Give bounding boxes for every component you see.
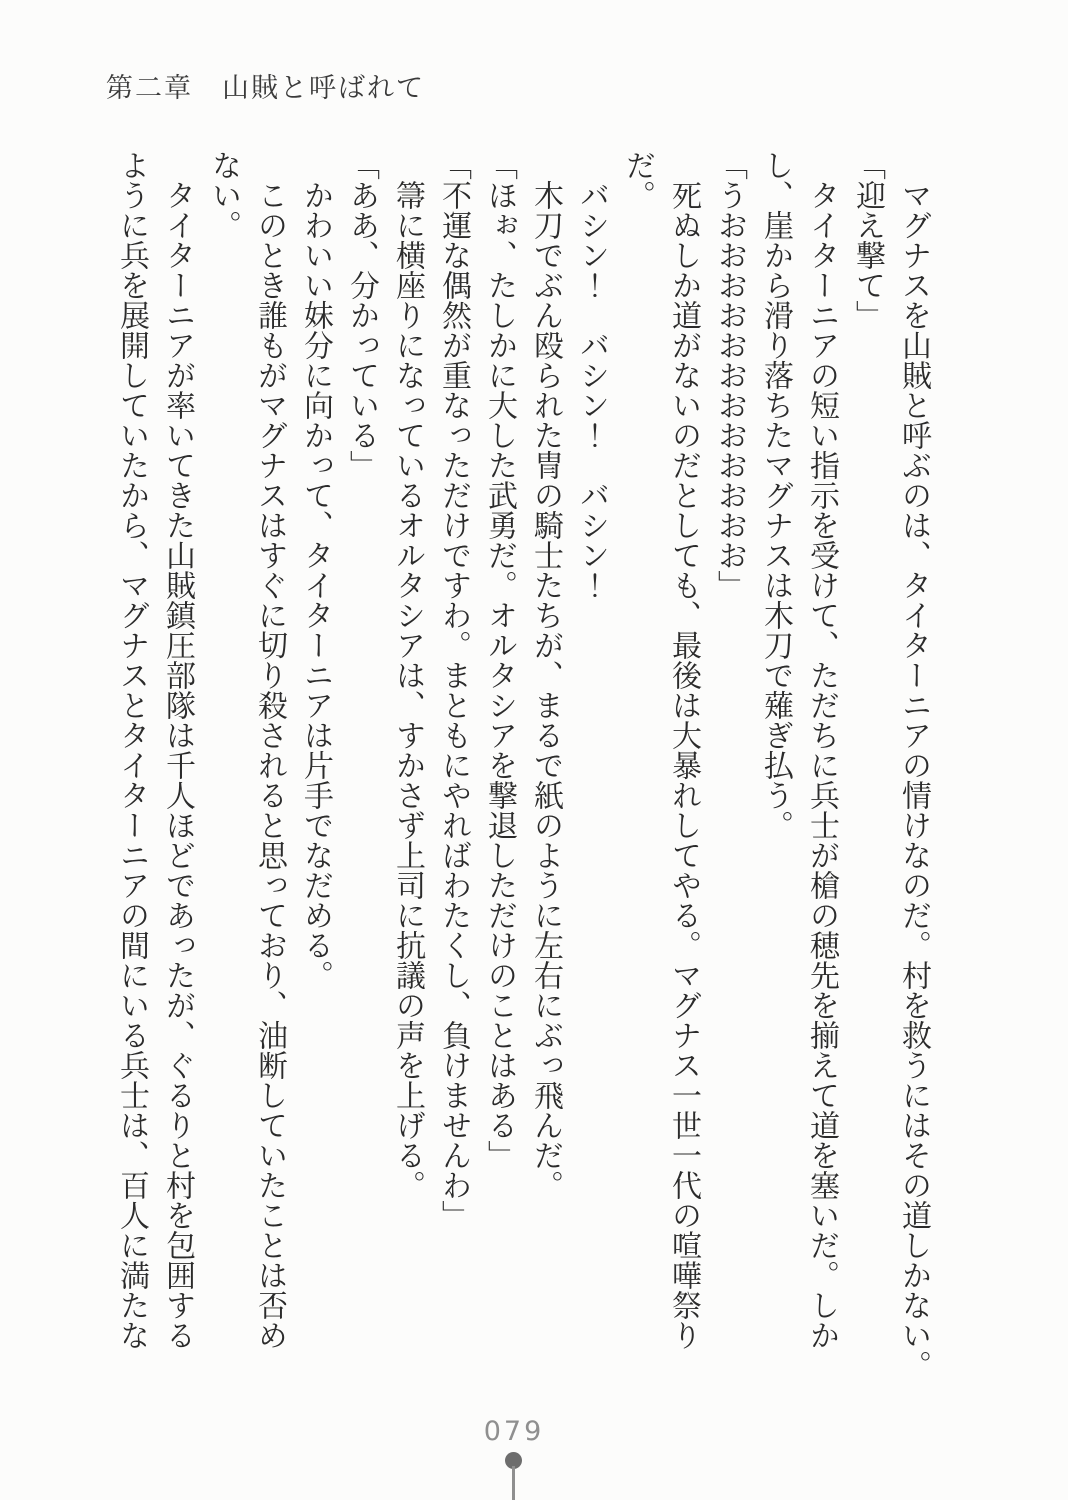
text-column: 「ああ、分かっている」 xyxy=(345,150,378,480)
text-column: 箒に横座りになっているオルタシアは、すかさず上司に抗議の声を上げる。 xyxy=(391,150,424,1200)
text-column: 「迎え撃て」 xyxy=(851,150,884,330)
text-column: このとき誰もがマグナスはすぐに切り殺されると思っており、油断していたことは否め xyxy=(253,150,286,1350)
text-column: 死ぬしか道がないのだとしても、最後は大暴れしてやる。マグナス一世一代の喧嘩祭り xyxy=(667,150,700,1350)
text-column: 「ほぉ、たしかに大した武勇だ。オルタシアを撃退しただけのことはある」 xyxy=(483,150,516,1170)
text-column: ように兵を展開していたから、マグナスとタイターニアの間にいる兵士は、百人に満たな xyxy=(115,150,148,1350)
text-column: だ。 xyxy=(621,150,654,210)
text-column: 木刀でぶん殴られた冑の騎士たちが、まるで紙のように左右にぶっ飛んだ。 xyxy=(529,150,562,1200)
text-column: タイターニアが率いてきた山賊鎮圧部隊は千人ほどであったが、ぐるりと村を包囲する xyxy=(161,150,194,1350)
footer-ornament-line xyxy=(512,1466,515,1500)
text-column: 「不運な偶然が重なっただけですわ。まともにやればわたくし、負けませんわ」 xyxy=(437,150,470,1230)
text-column: バシン！ バシン！ バシン！ xyxy=(575,150,608,600)
text-column: し、崖から滑り落ちたマグナスは木刀で薙ぎ払う。 xyxy=(759,150,792,840)
text-column: かわいい妹分に向かって、タイターニアは片手でなだめる。 xyxy=(299,150,332,990)
text-column: マグナスを山賊と呼ぶのは、タイターニアの情けなのだ。村を救うにはその道しかない。 xyxy=(897,150,930,1380)
chapter-header: 第二章 山賊と呼ばれて xyxy=(106,73,425,103)
text-column: タイターニアの短い指示を受けて、ただちに兵士が槍の穂先を揃えて道を塞いだ。しか xyxy=(805,150,838,1350)
body-text xyxy=(108,150,936,1385)
text-column: 「うおおおおおおおおおおおお」 xyxy=(713,150,746,600)
page-number: 079 xyxy=(483,1416,545,1447)
text-column: ない。 xyxy=(207,150,240,240)
